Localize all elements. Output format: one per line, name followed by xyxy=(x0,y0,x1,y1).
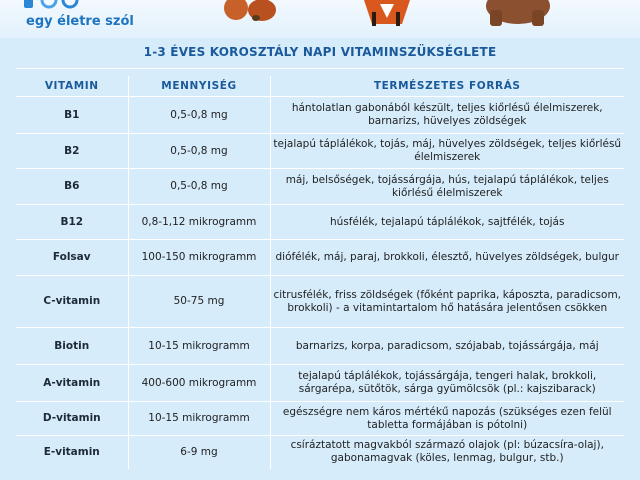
vitamin-cell: A-vitamin xyxy=(16,365,128,402)
column-header-source: TERMÉSZETES FORRÁS xyxy=(270,76,624,97)
amount-cell: 400-600 mikrogramm xyxy=(128,365,270,402)
amount-cell: 6-9 mg xyxy=(128,436,270,469)
table-row xyxy=(16,365,624,402)
title-divider xyxy=(16,68,624,69)
table-row xyxy=(16,276,624,328)
header xyxy=(0,0,640,38)
source-cell: húsfélék, tejalapú táplálékok, sajtfélék, tojás xyxy=(270,205,624,240)
amount-cell: 0,8-1,12 mikrogramm xyxy=(128,205,270,240)
column-header-amount: MENNYISÉG xyxy=(128,76,270,97)
table-header-row xyxy=(16,76,624,97)
table-row xyxy=(16,205,624,240)
bear-icon xyxy=(482,0,554,28)
source-cell: máj, belsőségek, tojássárgája, hús, tejalapú táplálékok, teljes kiőrlésű élelmiszerek xyxy=(270,169,624,205)
vitamin-cell: B2 xyxy=(16,134,128,169)
vitamin-cell: Biotin xyxy=(16,328,128,365)
table-row xyxy=(16,328,624,365)
logo xyxy=(16,0,146,36)
vitamin-table xyxy=(16,76,624,469)
amount-cell: 0,5-0,8 mg xyxy=(128,134,270,169)
source-cell: tejalapú táplálékok, tojássárgája, tengeri halak, brokkoli, sárgarépa, sütőtök, sárga gyümölcsök (pl.: kajszibarack) xyxy=(270,365,624,402)
vitamin-cell: B12 xyxy=(16,205,128,240)
source-cell: csíráztatott magvakból származó olajok (pl: búzacsíra-olaj), gabonamagvak (köles, lenmag, bulgur, stb.) xyxy=(270,436,624,469)
fox-icon xyxy=(358,0,416,28)
table-row xyxy=(16,436,624,469)
source-cell: tejalapú táplálékok, tojás, máj, hüvelyes zöldségek, teljes kiőrlésű élelmiszerek xyxy=(270,134,624,169)
vitamin-cell: C-vitamin xyxy=(16,276,128,328)
vitamin-cell: D-vitamin xyxy=(16,402,128,436)
column-header-vitamin: VITAMIN xyxy=(16,76,128,97)
logo-text: egy életre szól xyxy=(26,14,134,29)
amount-cell: 0,5-0,8 mg xyxy=(128,169,270,205)
amount-cell: 0,5-0,8 mg xyxy=(128,97,270,134)
table-row xyxy=(16,97,624,134)
source-cell: barnarizs, korpa, paradicsom, szójabab, tojássárgája, máj xyxy=(270,328,624,365)
amount-cell: 100-150 mikrogramm xyxy=(128,240,270,276)
vitamin-cell: Folsav xyxy=(16,240,128,276)
amount-cell: 10-15 mikrogramm xyxy=(128,402,270,436)
page-title: 1-3 ÉVES KOROSZTÁLY NAPI VITAMINSZÜKSÉGLETE xyxy=(143,45,497,59)
amount-cell: 50-75 mg xyxy=(128,276,270,328)
source-cell: egészségre nem káros mértékű napozás (szükséges ezen felül tabletta formájában is pótolni) xyxy=(270,402,624,436)
source-cell: diófélék, máj, paraj, brokkoli, élesztő, hüvelyes zöldségek, bulgur xyxy=(270,240,624,276)
source-cell: citrusfélék, friss zöldségek (főként paprika, káposzta, paradicsom, brokkoli) - a vitamintartalom hő hatására jelentősen csökken xyxy=(270,276,624,328)
squirrel-icon xyxy=(222,0,280,26)
table-row xyxy=(16,240,624,276)
vitamin-cell: E-vitamin xyxy=(16,436,128,469)
vitamin-cell: B6 xyxy=(16,169,128,205)
table-row xyxy=(16,169,624,205)
table-row xyxy=(16,402,624,436)
source-cell: hántolatlan gabonából készült, teljes kiőrlésű élelmiszerek, barnarizs, hüvelyes zöldségek xyxy=(270,97,624,134)
vitamin-cell: B1 xyxy=(16,97,128,134)
amount-cell: 10-15 mikrogramm xyxy=(128,328,270,365)
table-row xyxy=(16,134,624,169)
